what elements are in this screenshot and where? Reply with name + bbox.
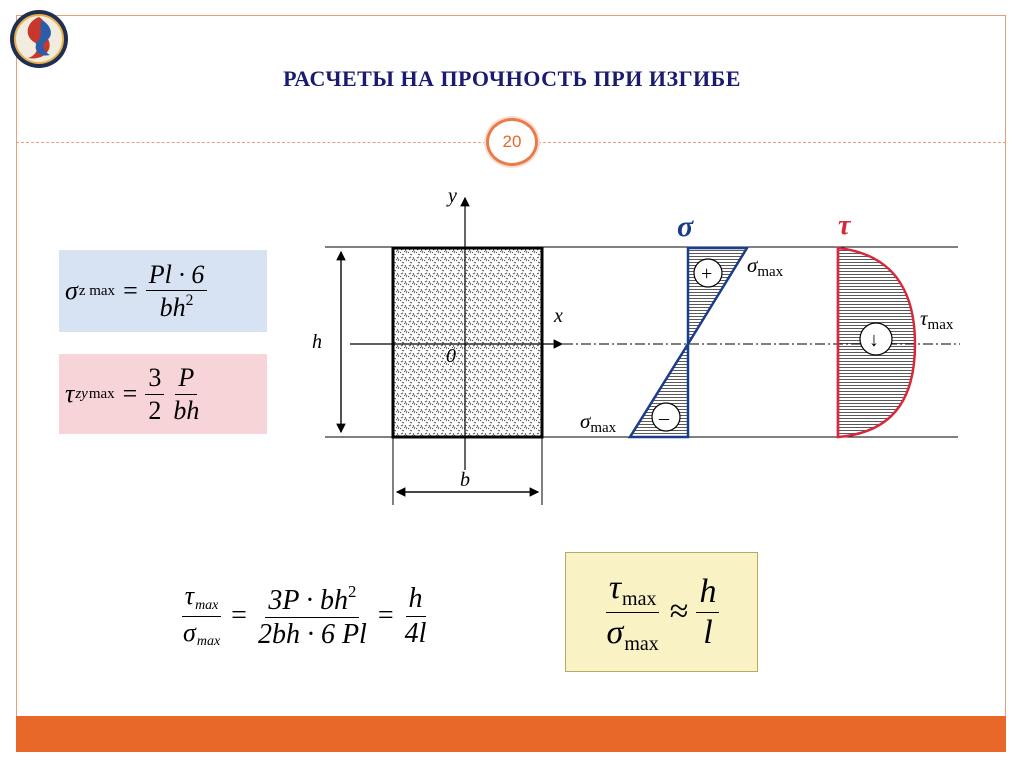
slide-title: РАСЧЕТЫ НА ПРОЧНОСТЬ ПРИ ИЗГИБЕ [283, 66, 741, 91]
tau-diagram-symbol: τ [838, 210, 851, 241]
sigma-max-bottom-label [580, 409, 617, 436]
ratio2-denominator: 2bh · 6 Pl [257, 618, 367, 650]
sigma-symbol: σ [65, 276, 78, 305]
sigma-symbol: σ [606, 613, 624, 651]
tau-symbol: τ [608, 568, 622, 606]
tau-max-label [920, 306, 954, 333]
ratio2-exponent: 2 [348, 581, 357, 601]
width-label: b [460, 469, 470, 491]
equals-sign-2: = [377, 600, 394, 631]
sigma-max-top-label [747, 253, 784, 280]
tau-coef-denominator: 2 [148, 395, 162, 425]
sigma-sub: max [196, 634, 221, 650]
x-axis-label: x [554, 305, 563, 327]
sigma-symbol: σ [580, 409, 591, 433]
y-axis-label: y [448, 185, 457, 207]
height-label: h [312, 331, 322, 353]
approx-sign: ≈ [669, 593, 689, 630]
sigma-symbol: σ [183, 617, 196, 647]
cross-section-rect [393, 248, 542, 437]
tau-symbol: τ [184, 580, 195, 610]
sigma-bottom-sign: – [659, 407, 669, 429]
tau-subscript: zy [75, 385, 88, 402]
max-sub: max [927, 317, 954, 333]
ratio3-numerator: h [406, 584, 426, 616]
max-sub: max [590, 420, 617, 436]
sigma-top-sign: + [701, 263, 713, 285]
ratio2-numerator-text: 3P · bh [268, 584, 348, 616]
approx-rhs-denominator: l [703, 613, 713, 651]
denominator-exponent: 2 [185, 292, 194, 310]
tau-sign: ↓ [869, 329, 879, 351]
tau-numerator: P [175, 364, 197, 394]
equals-sign: = [123, 276, 138, 305]
sigma-subscript: z max [78, 282, 116, 299]
tau-sub: max [622, 587, 657, 610]
tau-symbol: τ [920, 306, 928, 330]
approx-rhs-numerator: h [696, 574, 719, 613]
page-number: 20 [502, 132, 522, 151]
equals-sign-1: = [231, 600, 247, 631]
sigma-sub: max [624, 632, 659, 655]
denominator-base: bh [159, 292, 186, 322]
origin-label: 0 [446, 345, 456, 367]
sigma-numerator: Pl · 6 [146, 261, 208, 291]
tau-denominator: bh [173, 395, 200, 425]
tau-sub: max [195, 597, 219, 613]
tau-subscript-max: max [88, 385, 115, 402]
tau-coef-numerator: 3 [145, 364, 164, 394]
max-sub: max [757, 264, 784, 280]
equals-sign: = [122, 379, 138, 408]
sigma-diagram-symbol: σ [677, 210, 694, 243]
ratio3-denominator: 4l [404, 617, 427, 649]
sigma-symbol: σ [747, 253, 758, 277]
tau-symbol: τ [65, 379, 75, 408]
